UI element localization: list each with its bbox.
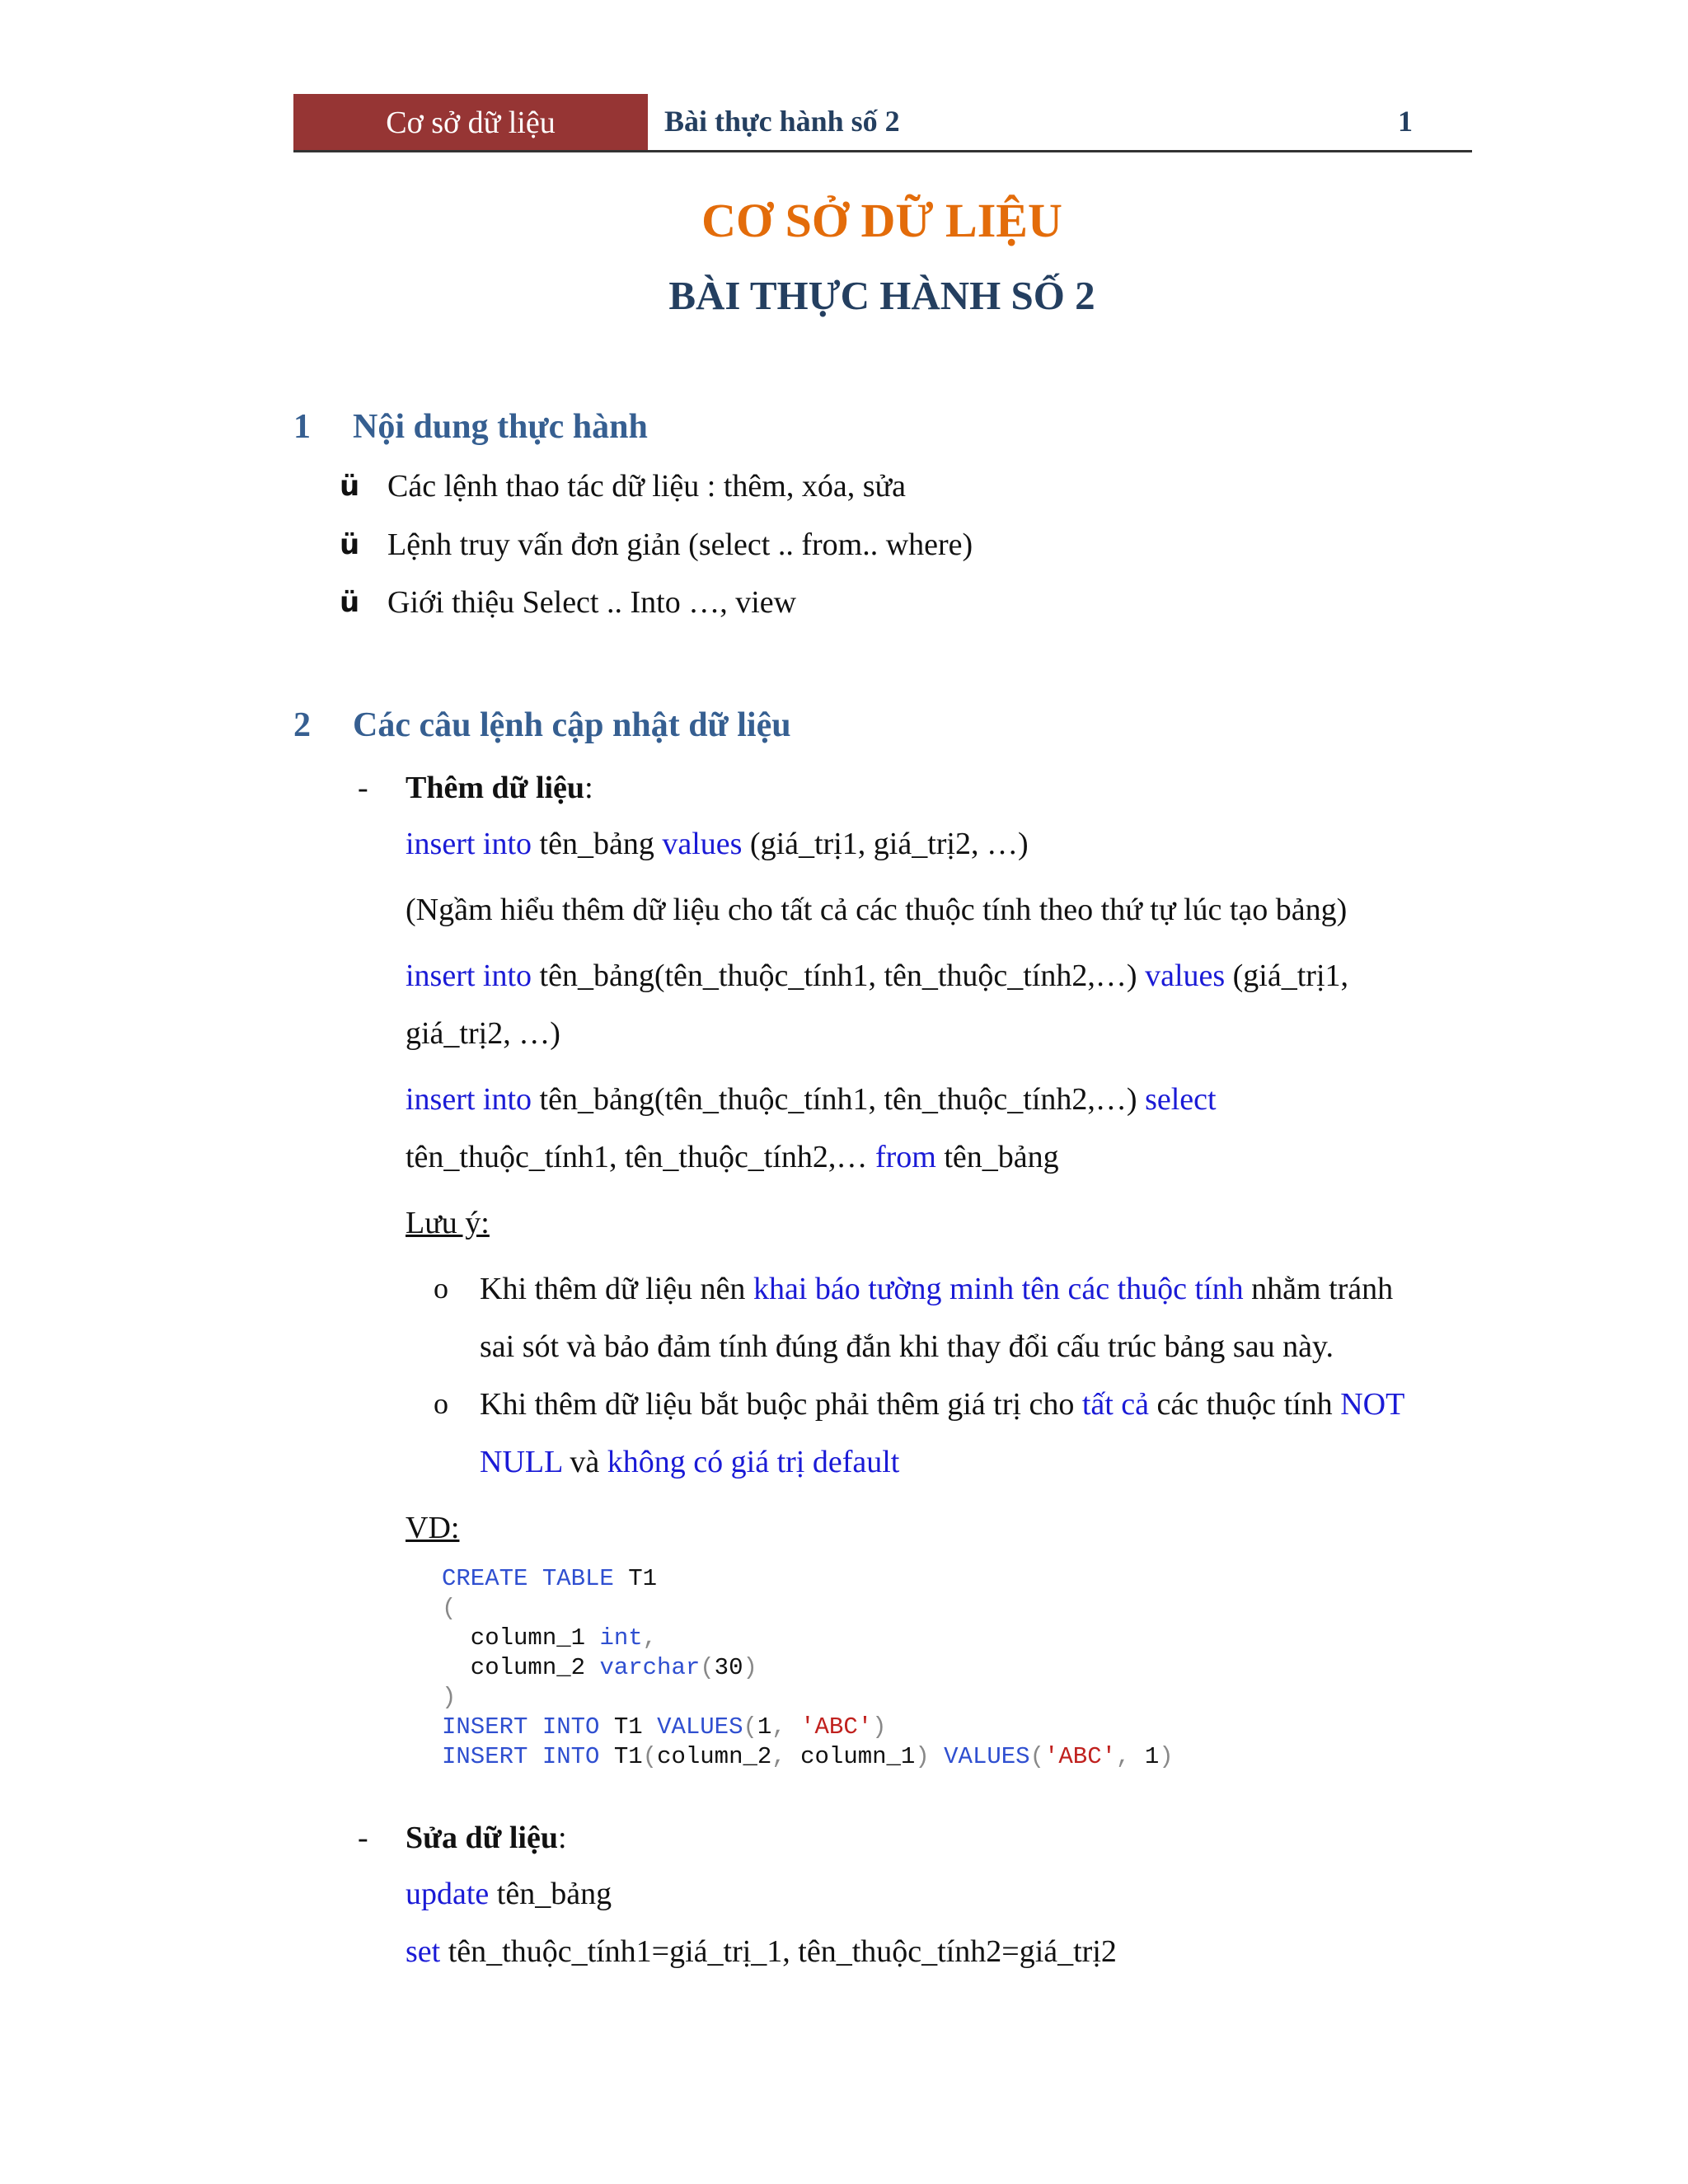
document-title: CƠ SỞ DỮ LIỆU: [701, 194, 1062, 247]
highlight-text: khai báo tường minh tên các thuộc tính: [753, 1272, 1244, 1306]
code-punct: ,: [771, 1713, 801, 1741]
code-text: T1: [613, 1565, 658, 1592]
code-number: 1: [1144, 1743, 1160, 1770]
highlight-text: không có giá trị default: [607, 1445, 900, 1479]
dash-bullet: -: [358, 1821, 368, 1855]
code-string: 'ABC': [1043, 1743, 1116, 1770]
note-item-2: [480, 1386, 1404, 1422]
code-example: [442, 1564, 1174, 1772]
code-text: T1: [599, 1713, 658, 1741]
code-number: 1: [757, 1713, 772, 1741]
note-text: và: [561, 1445, 607, 1479]
header-course-label: Cơ sở dữ liệu: [386, 105, 556, 140]
code-number: 30: [714, 1654, 743, 1681]
code-punct: ): [1159, 1743, 1174, 1770]
code-text: column_1: [442, 1624, 600, 1652]
keyword: values: [1145, 958, 1226, 993]
code-string: 'ABC': [800, 1713, 873, 1741]
insert-subheading: [406, 770, 593, 806]
code-punct: ,: [771, 1743, 801, 1770]
note-item-1: [480, 1271, 1393, 1307]
section-number: 2: [293, 706, 311, 744]
highlight-text: tất cả: [1081, 1387, 1150, 1422]
colon: :: [558, 1821, 567, 1855]
syntax-text: (giá_trị1,: [1225, 958, 1349, 993]
list-item: Các lệnh thao tác dữ liệu : thêm, xóa, sửa: [387, 469, 906, 504]
note-label: Lưu ý:: [406, 1206, 490, 1240]
update-syntax-1: [406, 1876, 612, 1912]
code-punct: (: [743, 1713, 757, 1741]
code-keyword: INSERT INTO: [442, 1713, 600, 1741]
syntax-text: tên_bảng: [532, 827, 663, 861]
keyword: insert into: [406, 1082, 532, 1117]
note-item-1-cont: sai sót và bảo đảm tính đúng đắn khi thay đổi cấu trúc bảng sau này.: [480, 1329, 1334, 1364]
circle-bullet: o: [434, 1272, 448, 1305]
syntax-text: (giá_trị1, giá_trị2, …): [742, 827, 1029, 861]
note-item-2-cont: [480, 1444, 899, 1480]
circle-bullet: o: [434, 1387, 448, 1420]
keyword: select: [1145, 1082, 1217, 1117]
note-text: các thuộc tính: [1149, 1387, 1341, 1422]
code-text: column_1: [800, 1743, 916, 1770]
section-1-heading: [293, 407, 648, 447]
code-text: column_2: [442, 1654, 600, 1681]
list-item: Lệnh truy vấn đơn giản (select .. from.. where): [387, 527, 973, 562]
code-punct: (: [1029, 1743, 1044, 1770]
keyword: from: [874, 1140, 936, 1174]
section-title: Các câu lệnh cập nhật dữ liệu: [353, 706, 791, 744]
code-punct: ,: [642, 1624, 658, 1652]
code-punct: (: [442, 1595, 457, 1622]
checkmark-bullet-icon: ü: [340, 528, 360, 561]
colon: :: [584, 771, 593, 805]
insert-syntax-1: [406, 826, 1029, 862]
keyword: set: [406, 1934, 441, 1969]
note-text: nhằm tránh: [1243, 1272, 1394, 1306]
code-keyword: VALUES: [657, 1713, 743, 1741]
insert-syntax-3-cont: [406, 1139, 1059, 1175]
code-punct: ): [872, 1713, 887, 1741]
code-text: T1: [599, 1743, 643, 1770]
keyword: insert into: [406, 958, 532, 993]
syntax-text: tên_thuộc_tính1, tên_thuộc_tính2,…: [406, 1140, 875, 1174]
update-subheading: [406, 1820, 567, 1856]
syntax-text: tên_thuộc_tính1=giá_trị_1, tên_thuộc_tính2=giá_trị2: [440, 1934, 1117, 1969]
syntax-text: tên_bảng: [489, 1877, 612, 1911]
code-punct: ): [915, 1743, 945, 1770]
code-punct: (: [700, 1654, 715, 1681]
syntax-text: tên_bảng: [935, 1140, 1059, 1174]
example-label: VD:: [406, 1511, 460, 1545]
dash-bullet: -: [358, 771, 368, 805]
document-subtitle: BÀI THỰC HÀNH SỐ 2: [668, 273, 1095, 318]
keyword: insert into: [406, 827, 532, 861]
code-keyword: varchar: [599, 1654, 701, 1681]
section-number: 1: [293, 408, 311, 446]
code-punct: (: [642, 1743, 658, 1770]
list-item: Giới thiệu Select .. Into …, view: [387, 585, 797, 620]
syntax-text: tên_bảng(tên_thuộc_tính1, tên_thuộc_tính2,…): [532, 958, 1146, 993]
insert-label: Thêm dữ liệu: [406, 771, 585, 805]
code-punct: ): [442, 1684, 457, 1711]
code-keyword: CREATE TABLE: [442, 1565, 614, 1592]
checkmark-bullet-icon: ü: [340, 586, 360, 619]
header-course-tab: [293, 94, 648, 152]
section-2-heading: [293, 705, 791, 745]
insert-syntax-2: [406, 958, 1348, 994]
highlight-text: NOT: [1340, 1387, 1405, 1422]
code-keyword: VALUES: [944, 1743, 1030, 1770]
checkmark-bullet-icon: ü: [340, 470, 360, 503]
update-label: Sửa dữ liệu: [406, 1821, 558, 1855]
highlight-text: NULL: [480, 1445, 562, 1479]
code-keyword: int: [599, 1624, 643, 1652]
note-text: Khi thêm dữ liệu bắt buộc phải thêm giá trị cho: [480, 1387, 1082, 1422]
insert-syntax-2-cont: giá_trị2, …): [406, 1016, 560, 1051]
code-punct: ): [743, 1654, 757, 1681]
code-punct: ,: [1116, 1743, 1145, 1770]
insert-syntax-3: [406, 1081, 1217, 1118]
code-text: column_2: [657, 1743, 772, 1770]
syntax-text: tên_bảng(tên_thuộc_tính1, tên_thuộc_tính2,…): [532, 1082, 1146, 1117]
note-text: Khi thêm dữ liệu nên: [480, 1272, 753, 1306]
header-rule: [293, 150, 1472, 152]
insert-note: (Ngầm hiểu thêm dữ liệu cho tất cả các thuộc tính theo thứ tự lúc tạo bảng): [406, 893, 1348, 927]
section-title: Nội dung thực hành: [353, 408, 648, 446]
code-keyword: INSERT INTO: [442, 1743, 600, 1770]
header-lab-title: Bài thực hành số 2: [664, 105, 900, 138]
keyword: values: [662, 827, 743, 861]
header-page-number: 1: [1398, 105, 1413, 138]
keyword: update: [406, 1877, 490, 1911]
update-syntax-2: [406, 1933, 1117, 1970]
